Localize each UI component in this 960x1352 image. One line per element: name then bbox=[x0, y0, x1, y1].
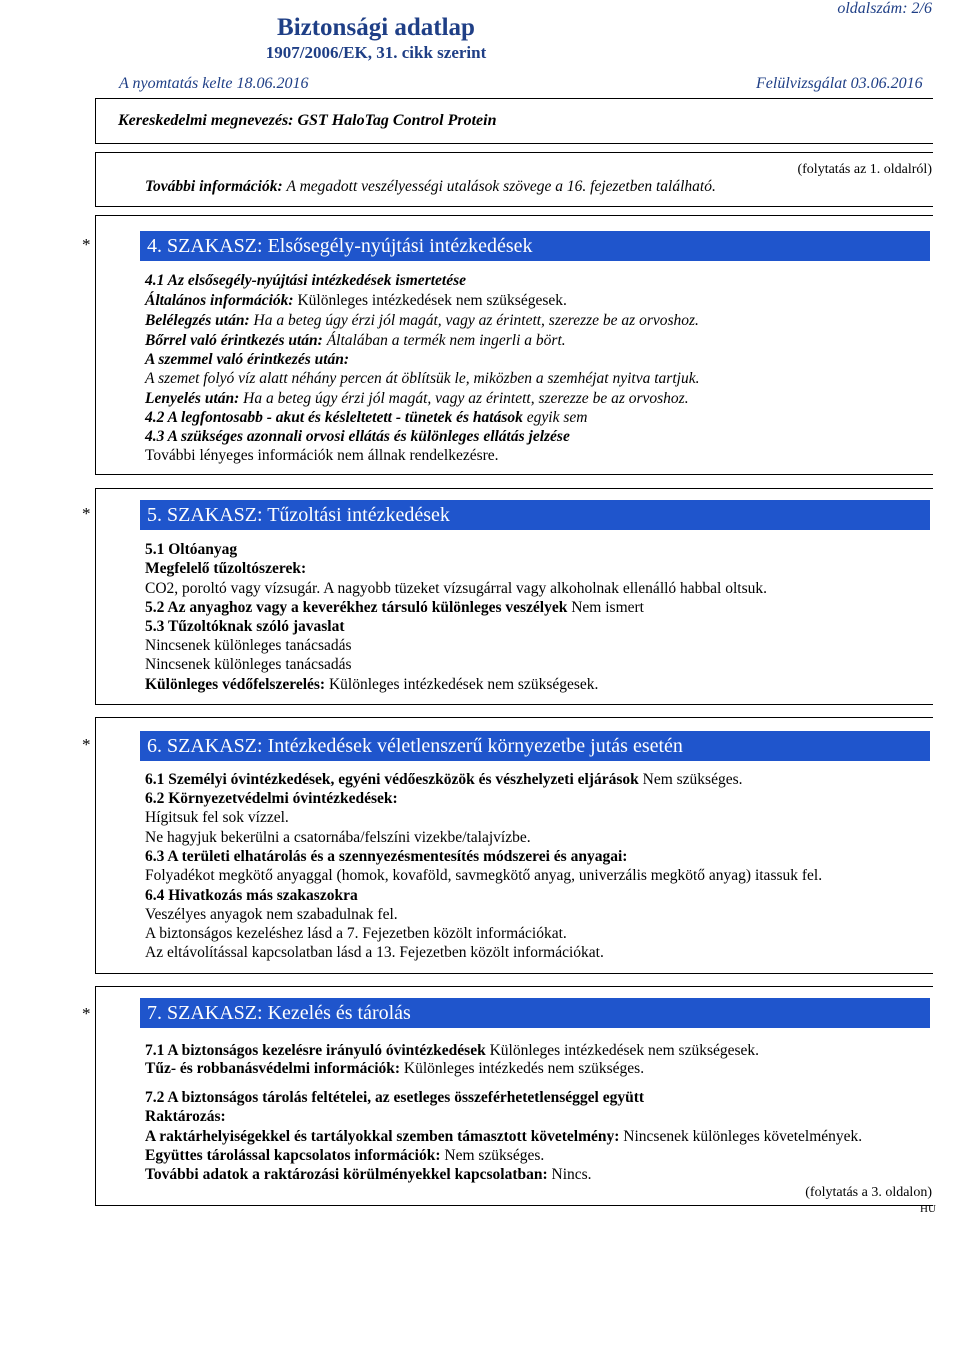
section7-change-marker: * bbox=[82, 1004, 91, 1023]
s7-joint-storage bbox=[145, 1147, 544, 1165]
s61-line bbox=[145, 771, 743, 789]
s71-value: Különleges intézkedések nem szükségesek. bbox=[489, 1042, 760, 1059]
s7-further-storage bbox=[145, 1166, 592, 1184]
s4-skin-label: Bőrrel való érintkezés után: bbox=[145, 332, 323, 349]
s52-value: Nem ismert bbox=[571, 599, 644, 616]
s71-label: 7.1 A biztonságos kezelésre irányuló óvintézkedések bbox=[145, 1042, 486, 1059]
trade-name: Kereskedelmi megnevezés: GST HaloTag Control Protein bbox=[118, 112, 497, 129]
s5-ppe-value: Különleges intézkedések nem szükségesek. bbox=[328, 676, 599, 693]
section7-title-bar: 7. SZAKASZ: Kezelés és tárolás bbox=[140, 998, 930, 1028]
s7-joint-storage-label: Együttes tárolással kapcsolatos információk: bbox=[145, 1147, 441, 1164]
s4-skin-value: Általában a termék nem ingerli a bört. bbox=[326, 332, 566, 349]
s7-joint-storage-value: Nem szükséges. bbox=[444, 1147, 545, 1164]
s4-eye-label: A szemmel való érintkezés után: bbox=[145, 351, 350, 368]
s7-requirements-value: Nincsenek különleges követelmények. bbox=[623, 1128, 863, 1145]
s4-general-label: Általános információk: bbox=[145, 292, 294, 309]
s64-line-3: Az eltávolítással kapcsolatban lásd a 13. Fejezetben közölt információkat. bbox=[145, 944, 604, 961]
section5-title-bar: 5. SZAKASZ: Tűzoltási intézkedések bbox=[140, 500, 930, 530]
section5-change-marker: * bbox=[82, 504, 91, 523]
s51-heading: 5.1 Oltóanyag bbox=[145, 541, 238, 558]
s62-heading: 6.2 Környezetvédelmi óvintézkedések: bbox=[145, 790, 398, 807]
s43-value: További lényeges információk nem állnak rendelkezésre. bbox=[145, 447, 499, 464]
revision-date: Felülvizsgálat 03.06.2016 bbox=[756, 75, 923, 92]
s64-line-1: Veszélyes anyagok nem szabadulnak fel. bbox=[145, 906, 398, 923]
s52-line bbox=[145, 599, 644, 617]
s63-value: Folyadékot megkötő anyaggal (homok, kovaföld, savmegkötő anyag, univerzális megkötő anyag) itassuk fel. bbox=[145, 867, 823, 884]
s42-label: 4.2 A legfontosabb - akut és késleltetett - tünetek és hatások bbox=[145, 409, 523, 426]
s62-line-1: Hígitsuk fel sok vízzel. bbox=[145, 809, 289, 826]
s53-advice-2: Nincsenek különleges tanácsadás bbox=[145, 656, 352, 673]
s41-heading: 4.1 Az elsősegély-nyújtási intézkedések ismertetése bbox=[145, 272, 467, 289]
s4-inhalation-label: Belélegzés után: bbox=[145, 312, 250, 329]
s4-eye-value: A szemet folyó víz alatt néhány percen át öblítsük le, miközben a szemhéjat nyitva tartjuk. bbox=[145, 370, 700, 387]
s7-further-storage-label: További adatok a raktározási körülményekkel kapcsolatban: bbox=[145, 1166, 548, 1183]
s7-fire bbox=[145, 1060, 644, 1078]
further-info bbox=[145, 178, 716, 196]
document-subtitle: 1907/2006/EK, 31. cikk szerint bbox=[265, 43, 487, 62]
s4-general bbox=[145, 292, 567, 310]
s61-label: 6.1 Személyi óvintézkedések, egyéni védőeszközök és vészhelyzeti eljárások bbox=[145, 771, 639, 788]
s7-requirements-label: A raktárhelyiségekkel és tartályokkal szemben támasztott követelmény: bbox=[145, 1128, 620, 1145]
s42-line bbox=[145, 409, 587, 427]
s64-line-2: A biztonságos kezeléshez lásd a 7. Fejezetben közölt információkat. bbox=[145, 925, 567, 942]
s4-general-value: Különleges intézkedések nem szükségesek. bbox=[297, 292, 567, 309]
s52-label: 5.2 Az anyaghoz vagy a keverékhez társuló különleges veszélyek bbox=[145, 599, 568, 616]
language-code: HU bbox=[920, 1203, 936, 1215]
s7-storage-label: Raktározás: bbox=[145, 1108, 226, 1125]
s7-fire-value: Különleges intézkedés nem szükséges. bbox=[403, 1060, 645, 1077]
s5-ppe-label: Különleges védőfelszerelés: bbox=[145, 676, 326, 693]
s4-ingestion-label: Lenyelés után: bbox=[145, 390, 240, 407]
s4-skin bbox=[145, 332, 566, 350]
s4-ingestion bbox=[145, 390, 689, 408]
section6-title-bar: 6. SZAKASZ: Intézkedések véletlenszerű környezetbe jutás esetén bbox=[140, 731, 930, 761]
s71-line bbox=[145, 1042, 759, 1060]
s53-advice-1: Nincsenek különleges tanácsadás bbox=[145, 637, 352, 654]
s64-heading: 6.4 Hivatkozás más szakaszokra bbox=[145, 887, 358, 904]
s61-value: Nem szükséges. bbox=[642, 771, 743, 788]
section4-title-bar: 4. SZAKASZ: Elsősegély-nyújtási intézkedések bbox=[140, 231, 930, 261]
s72-heading: 7.2 A biztonságos tárolás feltételei, az esetleges összeférhetetlenséggel együtt bbox=[145, 1089, 645, 1106]
s7-requirements bbox=[145, 1128, 862, 1146]
s62-line-2: Ne hagyjuk bekerülni a csatornába/felszíni vizekbe/talajvízbe. bbox=[145, 829, 531, 846]
s7-further-storage-value: Nincs. bbox=[551, 1166, 592, 1183]
further-info-value: A megadott veszélyességi utalások szövege a 16. fejezetben található. bbox=[286, 178, 716, 195]
s43-heading: 4.3 A szükséges azonnali orvosi ellátás és különleges ellátás jelzése bbox=[145, 428, 570, 445]
further-info-label: További információk: bbox=[145, 178, 283, 195]
continuation-bottom: (folytatás a 3. oldalon) bbox=[805, 1185, 932, 1200]
s4-inhalation-value: Ha a beteg úgy érzi jól magát, vagy az érintett, szerezze be az orvoshoz. bbox=[253, 312, 699, 329]
s5-suitable-label: Megfelelő tűzoltószerek: bbox=[145, 560, 307, 577]
s4-inhalation bbox=[145, 312, 699, 330]
section4-change-marker: * bbox=[82, 235, 91, 254]
s7-fire-label: Tűz- és robbanásvédelmi információk: bbox=[145, 1060, 401, 1077]
s53-heading: 5.3 Tűzoltóknak szóló javaslat bbox=[145, 618, 345, 635]
section6-change-marker: * bbox=[82, 735, 91, 754]
page-number: oldalszám: 2/6 bbox=[837, 0, 932, 17]
print-date: A nyomtatás kelte 18.06.2016 bbox=[119, 75, 309, 92]
s42-value: egyik sem bbox=[526, 409, 588, 426]
document-title: Biztonsági adatlap bbox=[277, 14, 475, 41]
s63-heading: 6.3 A területi elhatárolás és a szennyezésmentesítés módszerei és anyagai: bbox=[145, 848, 628, 865]
s5-ppe bbox=[145, 676, 598, 694]
s4-ingestion-value: Ha a beteg úgy érzi jól magát, vagy az érintett, szerezze be az orvoshoz. bbox=[243, 390, 689, 407]
s5-suitable-value: CO2, poroltó vagy vízsugár. A nagyobb tüzeket vízsugárral vagy alkoholnak ellenálló habbal oltsuk. bbox=[145, 580, 768, 597]
continuation-top: (folytatás az 1. oldalról) bbox=[797, 162, 932, 177]
